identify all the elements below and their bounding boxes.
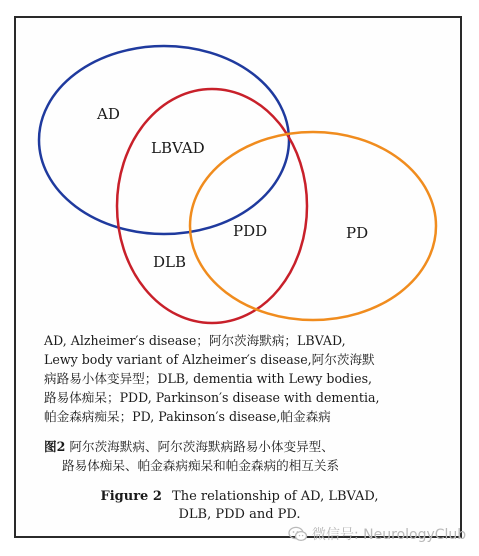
legend-line: 帕金森病痴呆；PD, Pakinson′s disease,帕金森病 xyxy=(44,409,331,424)
lbvad-label: LBVAD xyxy=(151,139,205,157)
caption-cn-figure-number: 图2 xyxy=(44,439,66,454)
caption-cn-line1: 阿尔茨海默病、阿尔茨海默病路易小体变异型、 xyxy=(69,439,334,454)
caption-en-figure-number: Figure 2 xyxy=(100,489,162,504)
wechat-watermark xyxy=(288,524,466,544)
dlb-label: DLB xyxy=(153,253,187,271)
caption-cn-line2: 路易体痴呆、帕金森病痴呆和帕金森病的相互关系 xyxy=(62,458,340,473)
dlb-circle xyxy=(117,89,307,323)
ad-label: AD xyxy=(97,105,120,123)
pdd-label: PDD xyxy=(233,222,268,240)
caption-chinese xyxy=(44,437,454,475)
legend-line: AD, Alzheimer′s disease；阿尔茨海默病；LBVAD, xyxy=(44,333,346,348)
caption-english xyxy=(0,488,479,524)
legend-line: Lewy body variant of Alzheimer′s disease,阿尔茨海默 xyxy=(44,352,375,367)
pd-label: PD xyxy=(346,224,369,242)
legend-line: 病路易小体变异型；DLB, dementia with Lewy bodies, xyxy=(44,371,373,386)
wechat-icon xyxy=(288,526,308,542)
caption-en-line1: The relationship of AD, LBVAD, xyxy=(172,489,379,504)
caption-en-line2: DLB, PDD and PD. xyxy=(178,507,301,522)
legend-line: 路易体痴呆；PDD, Parkinson′s disease with dementia, xyxy=(44,390,380,405)
pd-circle xyxy=(190,132,436,320)
watermark-text: 微信号: NeurologyClub xyxy=(312,527,467,543)
abbreviation-legend xyxy=(44,331,444,426)
